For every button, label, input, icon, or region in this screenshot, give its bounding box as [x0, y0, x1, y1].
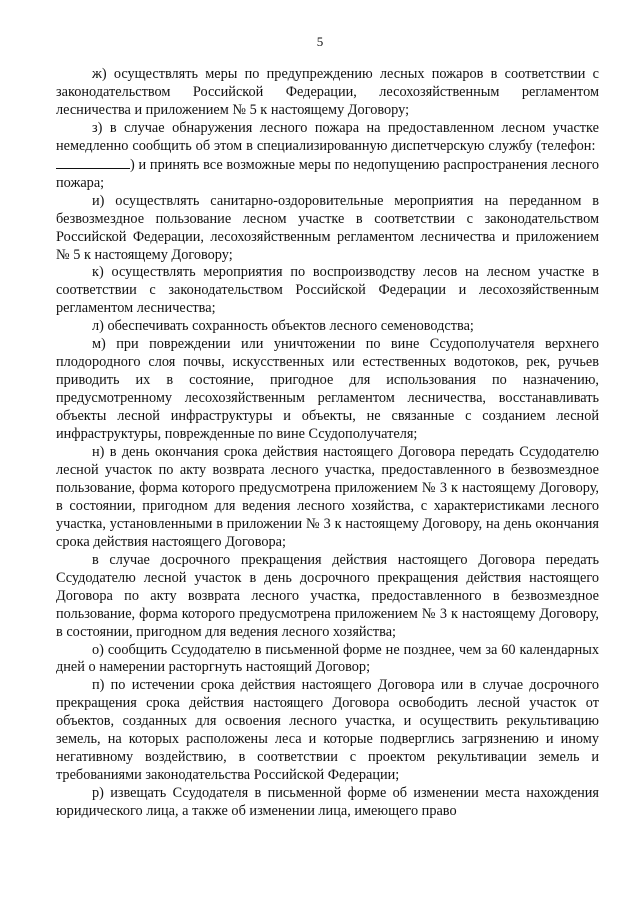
paragraph-n: н) в день окончания срока действия настоящего Договора передать Ссудодателю лесной участок по акту возврата лесного участка, предоставленного в безвозмездное пользование, форма которого предусмотрена приложением № 3 к настоящему Договору, в состоянии, пригодном для ведения лесного хозяйства, с характеристиками лесного участка, установленными в приложении № 3 к настоящему Договору, на день окончания срока действия настоящего Договора; — [56, 444, 599, 550]
paragraph-p: п) по истечении срока действия настоящего Договора или в случае досрочного прекращения срока действия настоящего Договора освободить лесной участок от объектов, созданных для освоения лесного участка, и осуществить рекультивацию земель, на которых расположены леса и которые подверглись загрязнению и иному негативному воздействию, в соответствии с проектом рекультивации земель и требованиями законодательства Российской Федерации; — [56, 677, 599, 784]
paragraph-l: л) обеспечивать сохранность объектов лесного семеноводства; — [92, 318, 474, 335]
paragraph-o: о) сообщить Ссудодателю в письменной форме не позднее, чем за 60 календарных дней о намерении расторгнуть настоящий Договор; — [56, 641, 599, 676]
paragraph-m: м) при повреждении или уничтожении по вине Ссудополучателя верхнего плодородного слоя почвы, искусственных или естественных водотоков, рек, ручьев приводить их в состояние, пригодное для использования по назначению, предусмотренному лесохозяйственным регламентом лесничества, восстанавливать объекты лесной инфраструктуры и объекты, не связанные с созданием лесной инфраструктуры, поврежденные по вине Ссудополучателя; — [56, 336, 599, 443]
paragraph-i: и) осуществлять санитарно-оздоровительные мероприятия на переданном в безвозмездное пользование лесном участке в соответствии с законодательством Российской Федерации, лесохозяйственным регламентом лесничества и приложением № 5 к настоящему Договору; — [56, 192, 599, 263]
paragraph-z-text-end: ) и принять все возможные меры по недопущению распространения лесного пожара; — [56, 156, 599, 191]
phone-blank-line — [56, 156, 130, 169]
paragraph-z — [56, 120, 599, 193]
paragraph-n-early-termination: в случае досрочного прекращения действия настоящего Договора передать Ссудодателю лесной участок в день досрочного прекращения действия настоящего Договора по акту возврата лесного участка, предоставленного в безвозмездное пользование, форма которого предусмотрена приложением № 3 к настоящему Договору, в состоянии, пригодном для ведения лесного хозяйства; — [56, 551, 599, 640]
page-number: 5 — [316, 34, 324, 49]
paragraph-r: р) извещать Ссудодателя в письменной форме об изменении места нахождения юридического лица, а также об изменении лица, имеющего право — [56, 785, 599, 820]
paragraph-z-text-start: з) в случае обнаружения лесного пожара на предоставленном лесном участке немедленно сообщить об этом в специализированную диспетчерскую службу (телефон: — [56, 119, 599, 154]
document-body — [56, 66, 599, 821]
paragraph-k: к) осуществлять мероприятия по воспроизводству лесов на лесном участке в соответствии с законодательством Российской Федерации и лесохозяйственным регламентом лесничества; — [56, 264, 599, 317]
paragraph-zh: ж) осуществлять меры по предупреждению лесных пожаров в соответствии с законодательством Российской Федерации, лесохозяйственным регламентом лесничества и приложением № 5 к настоящему Договору; — [56, 66, 599, 118]
